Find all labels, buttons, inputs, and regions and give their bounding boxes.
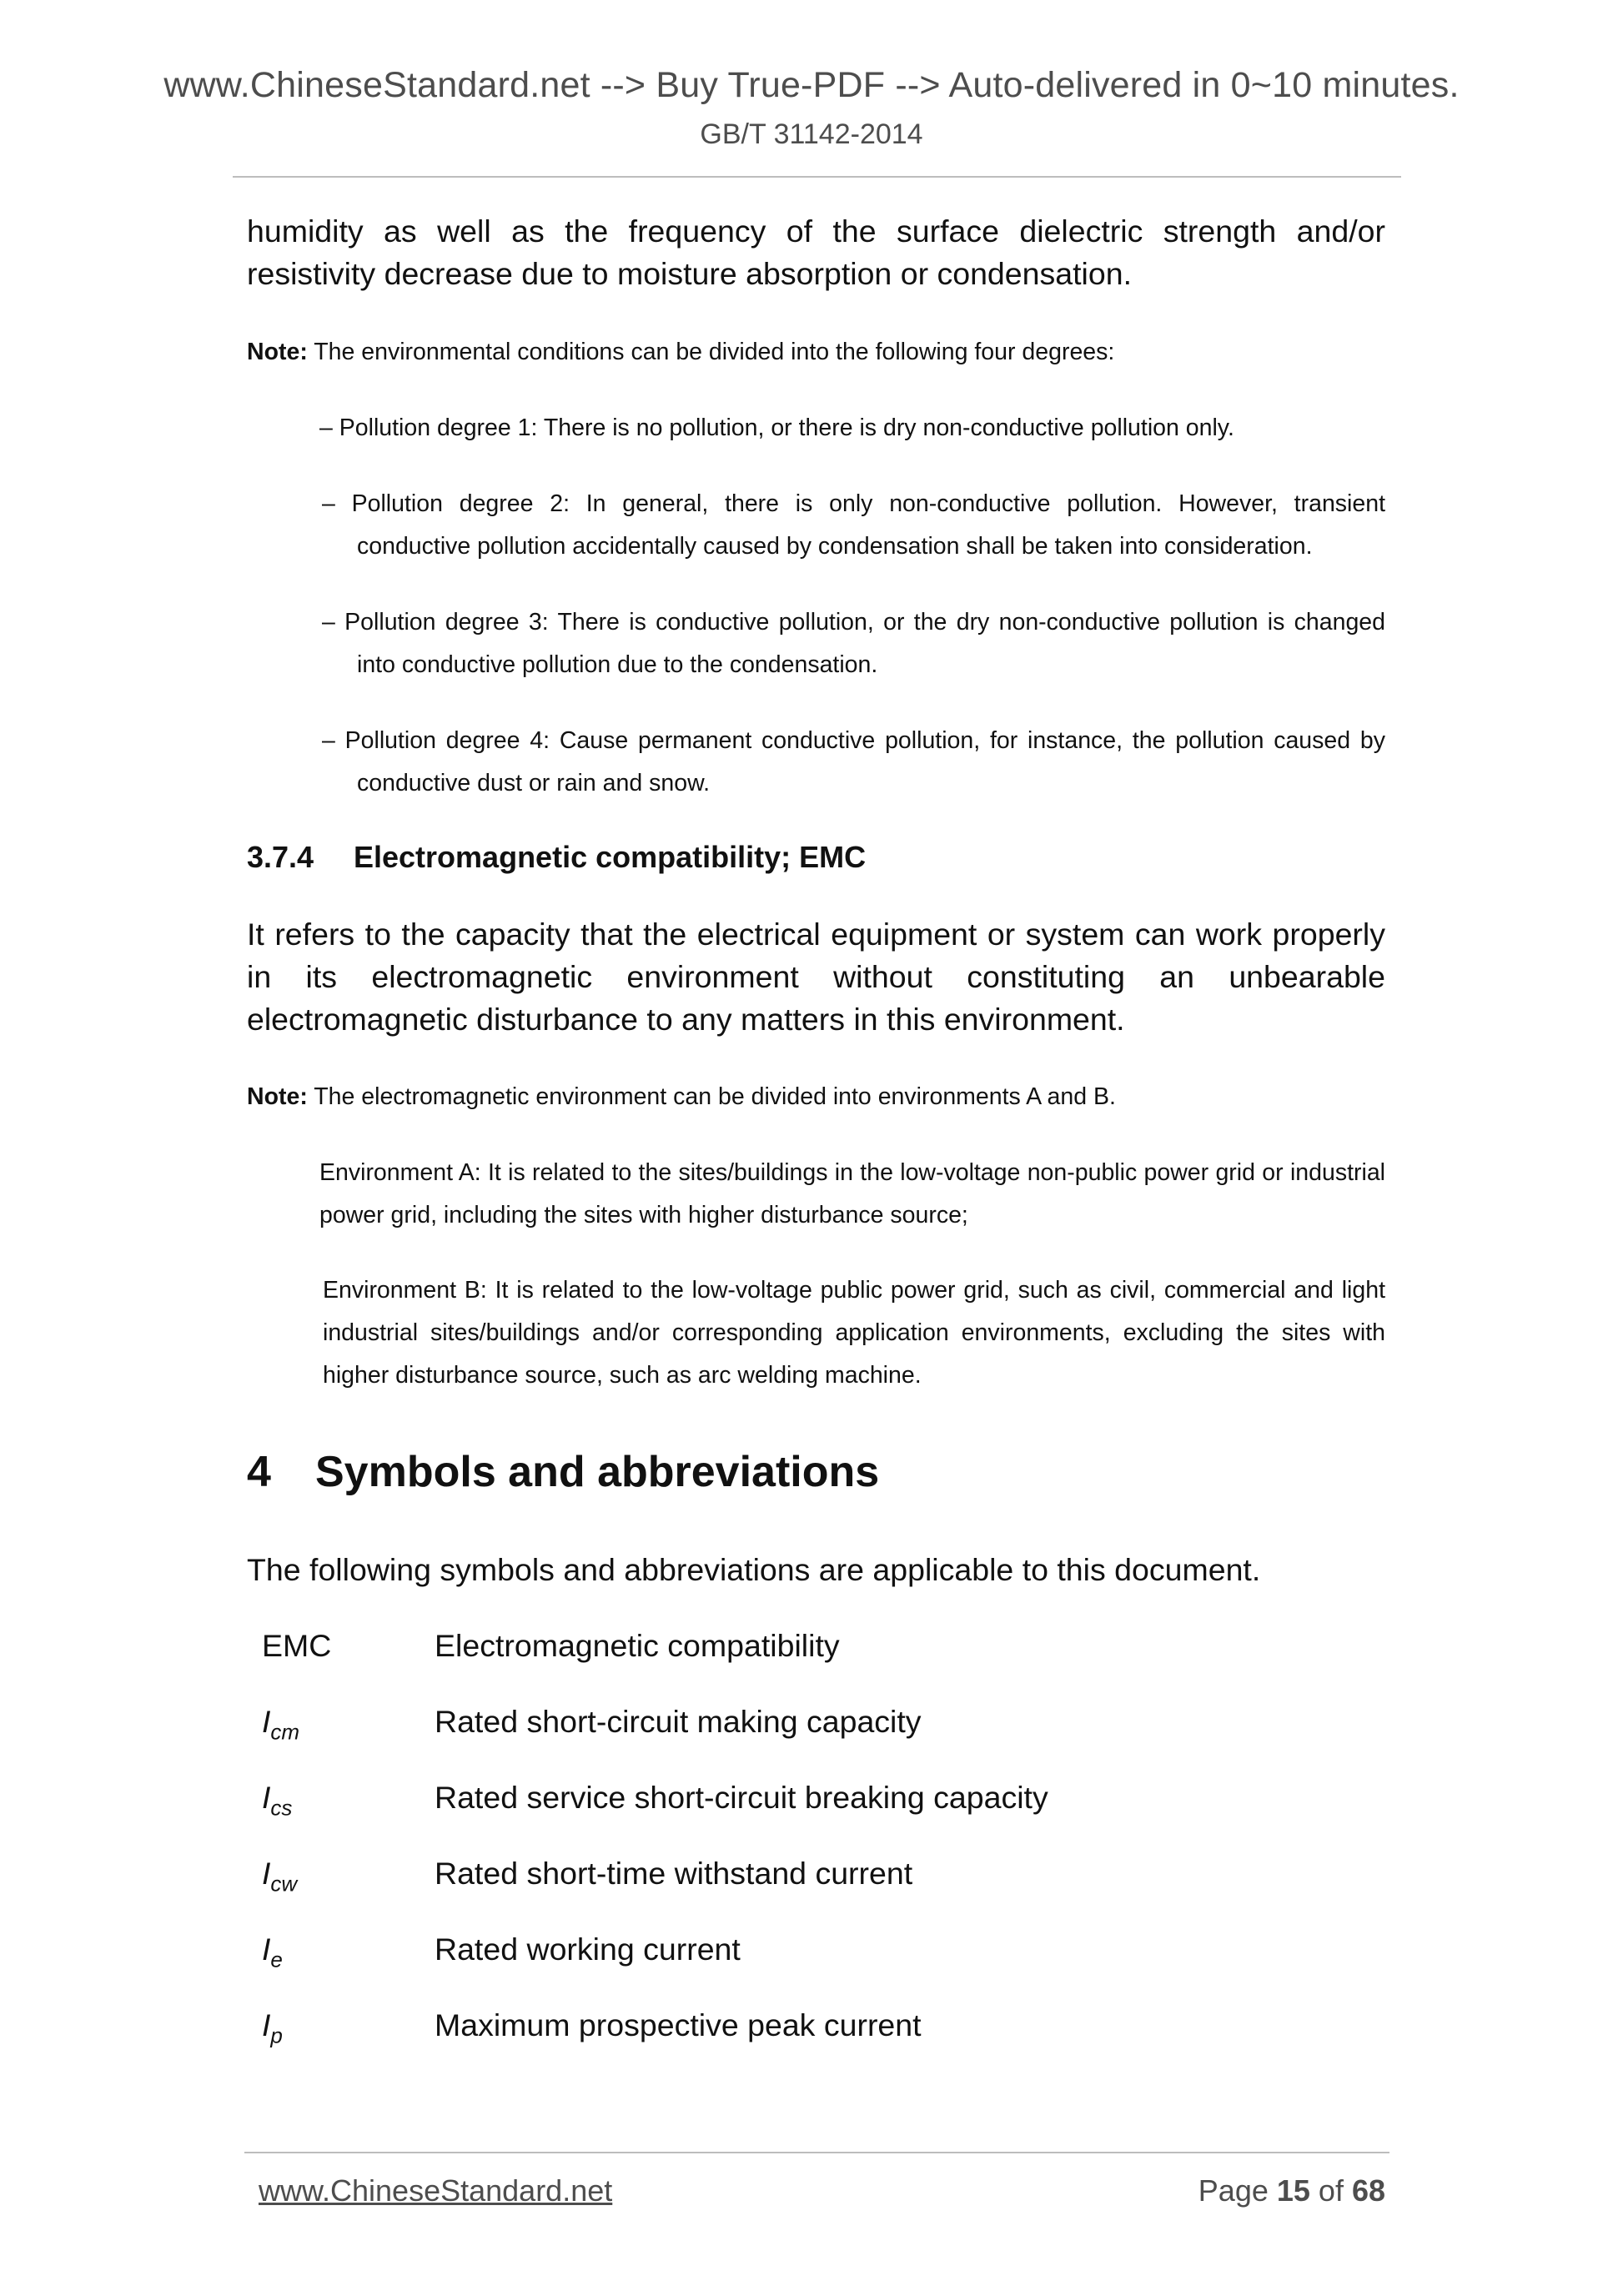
symbol-abbreviation: EMC [262,1628,332,1663]
symbol-description: Rated working current [435,1932,741,1967]
footer-website-link[interactable]: www.ChineseStandard.net [259,2173,613,2208]
section-number: 3.7.4 [247,840,314,874]
section-heading-3-7-4 [247,840,866,875]
standard-number: GB/T 31142-2014 [700,118,923,150]
note-electromagnetic-environment [247,1076,1385,1118]
pollution-degree-4: – Pollution degree 4: Cause permanent conductive pollution, for instance, the pollution caused by conductive dust or rain and snow. [322,727,1385,796]
environment-b: Environment B: It is related to the low-voltage public power grid, such as civil, commercial and light industrial sites/buildings and/or corresponding application environments, excluding the sites with higher disturbance source, such as arc welding machine. [323,1277,1385,1389]
section-title: Electromagnetic compatibility; EMC [354,840,867,874]
section-title: Symbols and abbreviations [315,1448,880,1496]
header-banner: www.ChineseStandard.net --> Buy True-PDF --> Auto-delivered in 0~10 minutes. [163,65,1460,105]
symbol-description: Rated short-circuit making capacity [435,1704,922,1739]
symbol-abbreviation: $I_{cm}$ [262,1704,300,1745]
pollution-degree-1: – Pollution degree 1: There is no pollution, or there is dry non-conductive pollution only. [319,414,1234,441]
pollution-degree-3: – Pollution degree 3: There is conductive pollution, or the dry non-conductive pollution is changed into conductive pollution due to the condensation. [322,609,1385,678]
pollution-degree-2: – Pollution degree 2: In general, there is only non-conductive pollution. However, transient conductive pollution accidentally caused by condensation shall be taken into consideration. [322,490,1385,560]
intro-paragraph [247,210,1385,295]
note-text: The environmental conditions can be divided into the following four degrees: [307,339,1115,365]
page-number: Page 15 of 68 [1198,2173,1385,2208]
environment-a: Environment A: It is related to the sites/buildings in the low-voltage non-public power grid or industrial power grid, including the sites with higher disturbance source; [319,1159,1385,1228]
symbols-intro: The following symbols and abbreviations are applicable to this document. [247,1552,1261,1587]
symbol-description: Electromagnetic compatibility [435,1628,840,1663]
note-label: Note: [247,339,308,365]
emc-definition-paragraph: It refers to the capacity that the electrical equipment or system can work properly in its electromagnetic environment without constituting an unbearable electromagnetic disturbance to any matters in this environment. [247,917,1385,1037]
note-environmental-conditions [247,331,1385,374]
header-divider [233,176,1401,178]
symbol-description: Rated service short-circuit breaking capacity [435,1780,1048,1815]
intro-paragraph-line-2: resistivity decrease due to moisture absorption or condensation. [247,256,1132,291]
symbol-abbreviation: $I_{cw}$ [262,1856,298,1897]
footer-divider [244,2152,1389,2153]
note-label: Note: [247,1083,308,1110]
symbol-description: Maximum prospective peak current [435,2007,922,2042]
intro-paragraph-line-1: humidity as well as the frequency of the surface dielectric strength and/or [247,214,1385,249]
symbol-abbreviation: $I_e$ [262,1932,283,1972]
section-heading-4 [247,1447,879,1497]
section-number: 4 [247,1448,271,1496]
symbol-abbreviation: $I_{cs}$ [262,1780,293,1821]
note-text: The electromagnetic environment can be divided into environments A and B. [307,1083,1116,1110]
symbol-description: Rated short-time withstand current [435,1856,913,1891]
symbol-abbreviation: $I_p$ [262,2007,283,2048]
